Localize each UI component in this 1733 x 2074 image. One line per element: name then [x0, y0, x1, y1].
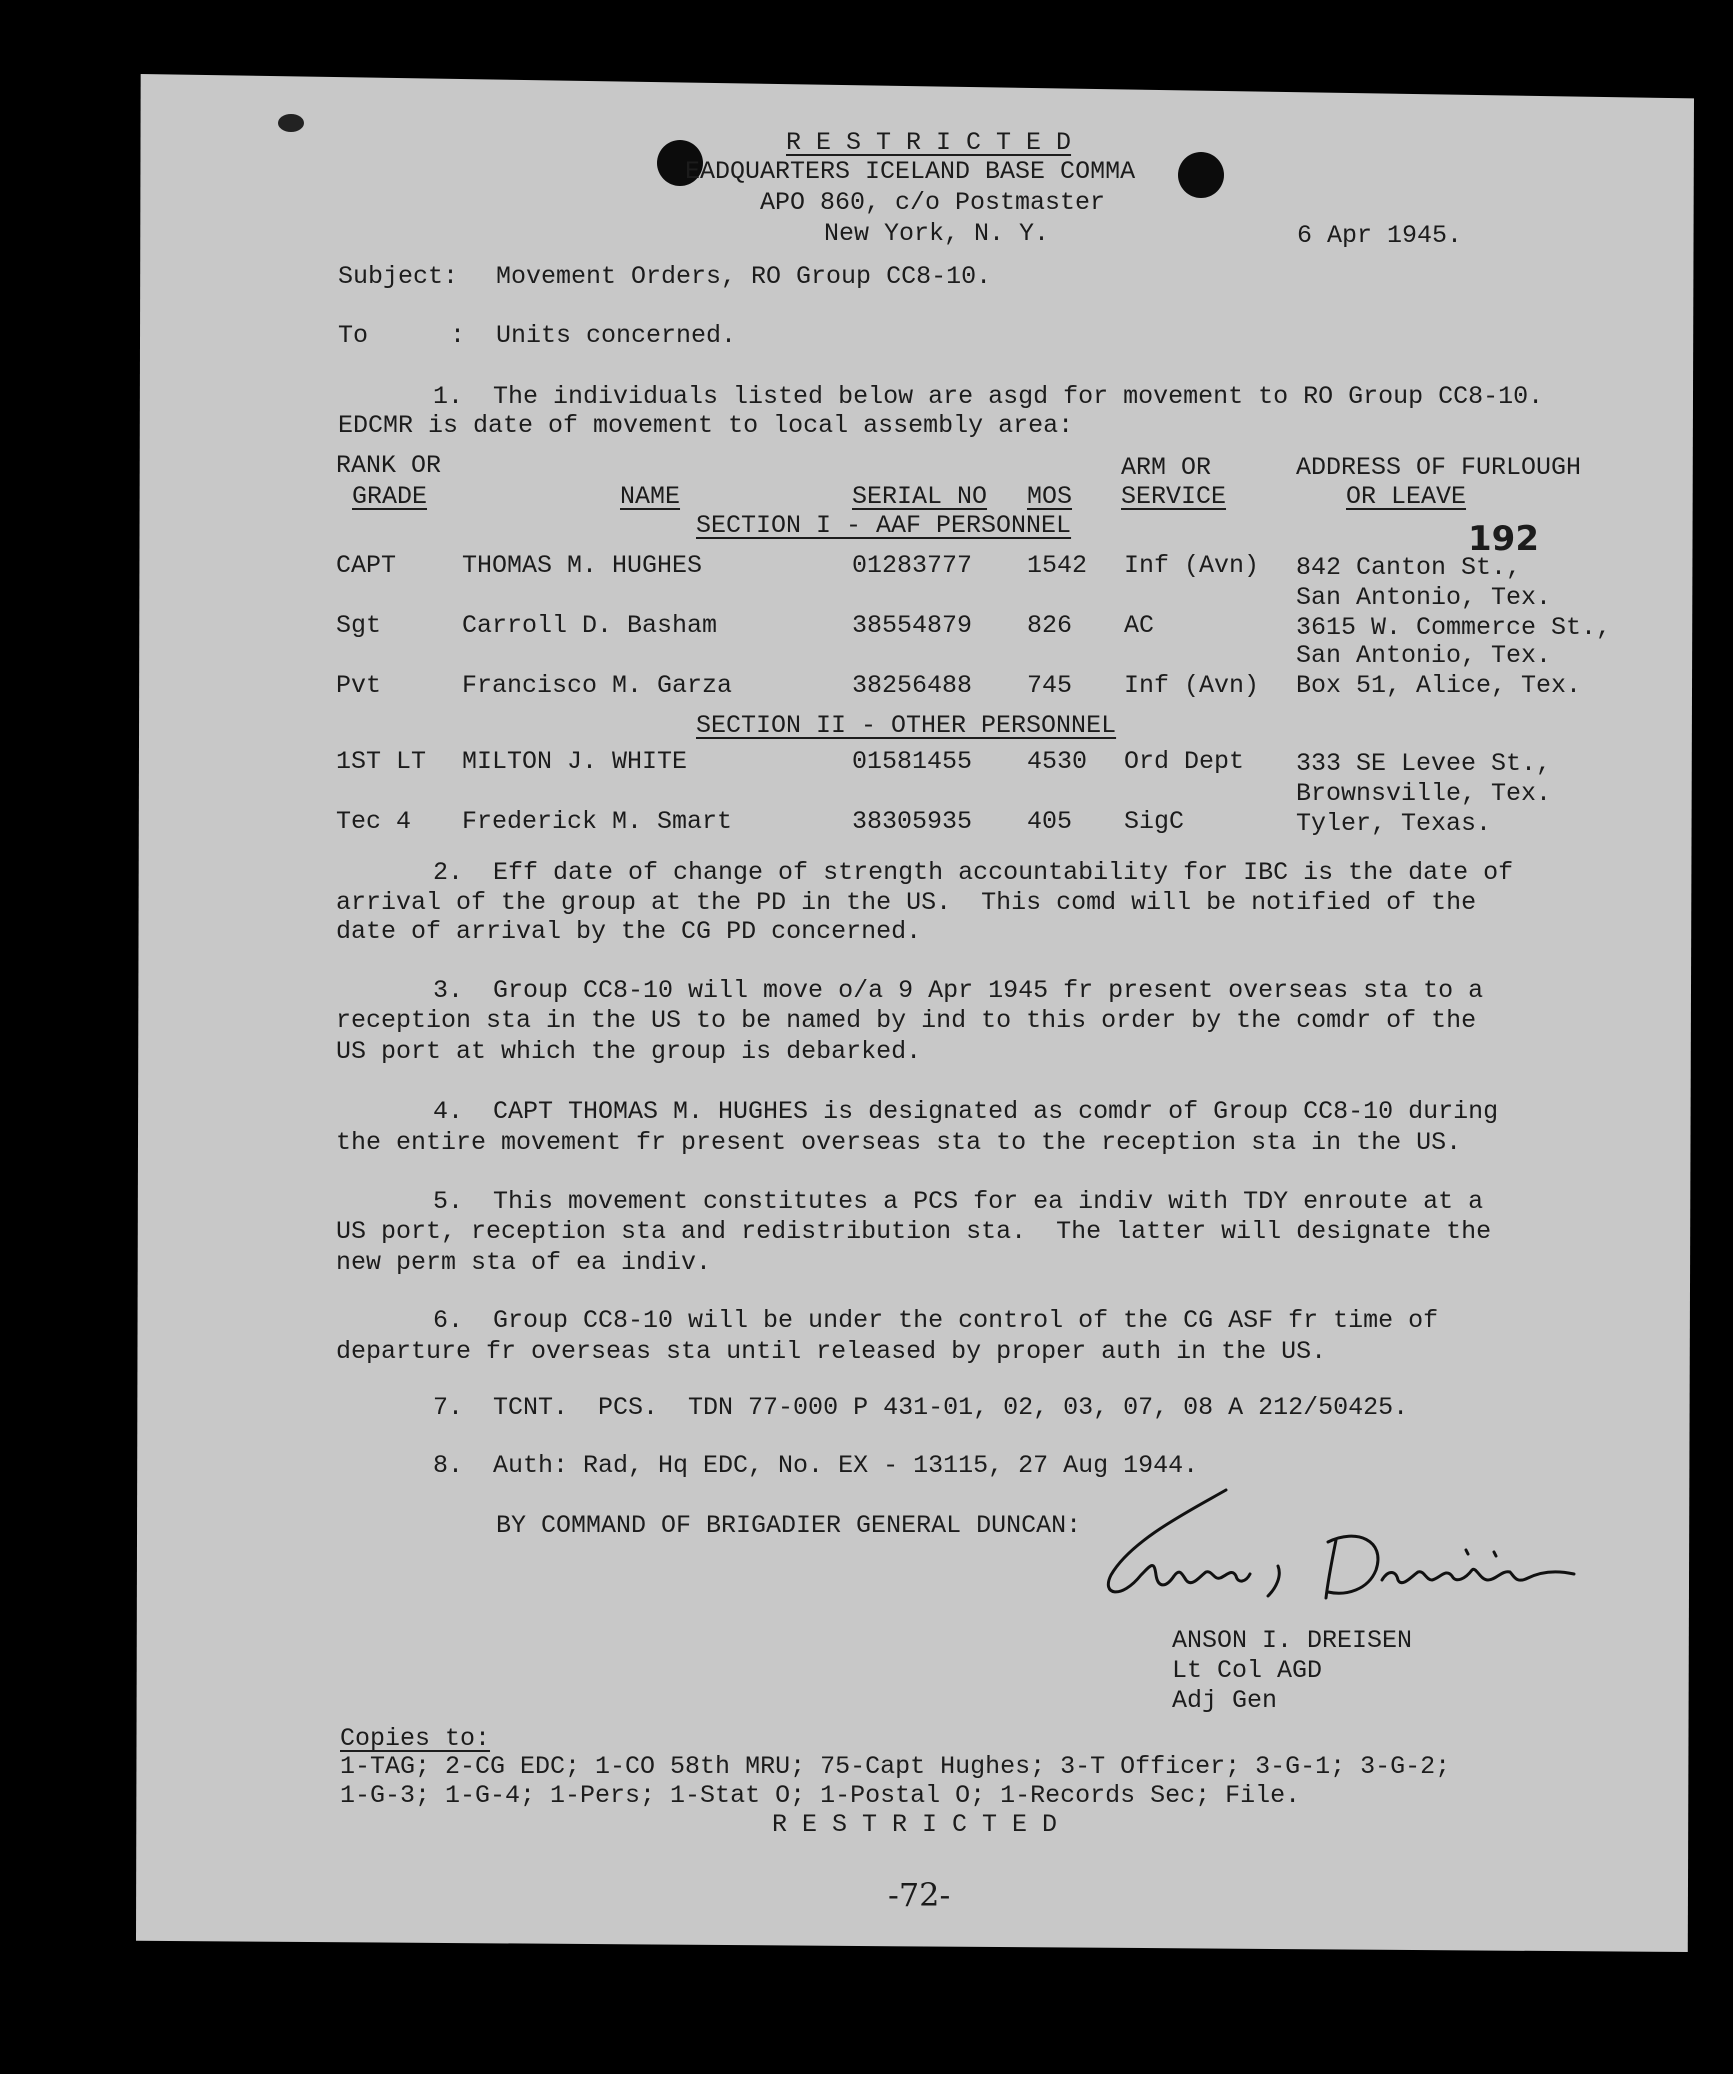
row-2-serial: 38554879: [852, 611, 973, 640]
row-1-rank: CAPT: [336, 551, 397, 580]
row-4-address-2: Brownsville, Tex.: [1296, 779, 1552, 808]
para-6-line-2: departure fr overseas sta until released by proper auth in the US.: [336, 1337, 1327, 1366]
para-2-line-2: arrival of the group at the PD in the US. This comd will be notified of the: [336, 888, 1477, 917]
row-3-serial: 38256488: [852, 671, 973, 700]
city-line: New York, N. Y.: [824, 219, 1050, 248]
para-6-line-1: 6. Group CC8-10 will be under the control of the CG ASF fr time of: [433, 1306, 1439, 1335]
ink-speck: [278, 114, 304, 132]
section-2-title: SECTION II - OTHER PERSONNEL: [696, 711, 1117, 740]
to-label: To: [338, 321, 369, 350]
row-4-rank: 1ST LT: [336, 747, 427, 776]
to-colon: :: [450, 321, 466, 350]
row-4-address: 333 SE Levee St.,: [1296, 749, 1552, 778]
row-1-name: THOMAS M. HUGHES: [462, 551, 703, 580]
header-mos: MOS: [1027, 482, 1073, 511]
row-2-arm: AC: [1124, 611, 1155, 640]
handwritten-signature: [1096, 1480, 1596, 1630]
copies-line-1: 1-TAG; 2-CG EDC; 1-CO 58th MRU; 75-Capt Hughes; 3-T Officer; 3-G-1; 3-G-2;: [340, 1752, 1451, 1781]
row-2-address-2: San Antonio, Tex.: [1296, 641, 1552, 670]
para-2-line-1: 2. Eff date of change of strength accountability for IBC is the date of: [433, 858, 1514, 887]
para-5-line-1: 5. This movement constitutes a PCS for ea indiv with TDY enroute at a: [433, 1187, 1484, 1216]
para-8: 8. Auth: Rad, Hq EDC, No. EX - 13115, 27 Aug 1944.: [433, 1451, 1199, 1480]
para-5-line-3: new perm sta of ea indiv.: [336, 1248, 712, 1277]
row-2-rank: Sgt: [336, 611, 382, 640]
row-5-rank: Tec 4: [336, 807, 412, 836]
row-4-arm: Ord Dept: [1124, 747, 1245, 776]
row-1-address: 842 Canton St.,: [1296, 553, 1522, 582]
row-1-arm: Inf (Avn): [1124, 551, 1260, 580]
row-3-address: Box 51, Alice, Tex.: [1296, 671, 1582, 700]
row-5-name: Frederick M. Smart: [462, 807, 733, 836]
row-4-mos: 4530: [1027, 747, 1088, 776]
row-5-address: Tyler, Texas.: [1296, 809, 1492, 838]
row-1-serial: 01283777: [852, 551, 973, 580]
para-4-line-1: 4. CAPT THOMAS M. HUGHES is designated as comdr of Group CC8-10 during: [433, 1097, 1499, 1126]
apo-line: APO 860, c/o Postmaster: [760, 188, 1106, 217]
para-7: 7. TCNT. PCS. TDN 77-000 P 431-01, 02, 03, 07, 08 A 212/50425.: [433, 1393, 1409, 1422]
by-command-line: BY COMMAND OF BRIGADIER GENERAL DUNCAN:: [496, 1511, 1082, 1540]
to-text: Units concerned.: [496, 321, 737, 350]
header-address-top: ADDRESS OF FURLOUGH: [1296, 453, 1582, 482]
signer-name: ANSON I. DREISEN: [1172, 1626, 1413, 1655]
header-rank-bottom: GRADE: [352, 482, 428, 511]
page-number: -72-: [888, 1876, 951, 1914]
row-1-address-2: San Antonio, Tex.: [1296, 583, 1552, 612]
copies-line-2: 1-G-3; 1-G-4; 1-Pers; 1-Stat O; 1-Postal O; 1-Records Sec; File.: [340, 1781, 1301, 1810]
row-3-arm: Inf (Avn): [1124, 671, 1260, 700]
row-5-mos: 405: [1027, 807, 1073, 836]
subject-text: Movement Orders, RO Group CC8-10.: [496, 262, 992, 291]
header-rank-top: RANK OR: [336, 451, 442, 480]
para-3-line-1: 3. Group CC8-10 will move o/a 9 Apr 1945 fr present overseas sta to a: [433, 976, 1484, 1005]
para-1-line-2: EDCMR is date of movement to local assembly area:: [338, 411, 1074, 440]
punch-hole-right: [1178, 152, 1224, 198]
signer-rank: Lt Col AGD: [1172, 1656, 1323, 1685]
row-4-name: MILTON J. WHITE: [462, 747, 688, 776]
row-4-serial: 01581455: [852, 747, 973, 776]
classification-bottom: R E S T R I C T E D: [772, 1810, 1058, 1839]
row-5-arm: SigC: [1124, 807, 1185, 836]
classification-top: R E S T R I C T E D: [786, 128, 1072, 157]
para-1-line-1: 1. The individuals listed below are asgd for movement to RO Group CC8-10.: [433, 382, 1544, 411]
row-2-address: 3615 W. Commerce St.,: [1296, 613, 1612, 642]
para-3-line-3: US port at which the group is debarked.: [336, 1037, 922, 1066]
signer-title: Adj Gen: [1172, 1686, 1278, 1715]
header-name: NAME: [620, 482, 681, 511]
copies-label: Copies to:: [340, 1724, 491, 1753]
header-arm-top: ARM OR: [1121, 453, 1212, 482]
subject-label: Subject:: [338, 262, 459, 291]
para-2-line-3: date of arrival by the CG PD concerned.: [336, 917, 922, 946]
row-2-mos: 826: [1027, 611, 1073, 640]
section-1-title: SECTION I - AAF PERSONNEL: [696, 511, 1072, 540]
header-serial: SERIAL NO: [852, 482, 988, 511]
row-2-name: Carroll D. Basham: [462, 611, 718, 640]
header-address-bottom: OR LEAVE: [1346, 482, 1467, 511]
para-4-line-2: the entire movement fr present overseas sta to the reception sta in the US.: [336, 1128, 1462, 1157]
para-5-line-2: US port, reception sta and redistribution sta. The latter will designate the: [336, 1217, 1492, 1246]
row-5-serial: 38305935: [852, 807, 973, 836]
row-3-rank: Pvt: [336, 671, 382, 700]
row-3-name: Francisco M. Garza: [462, 671, 733, 700]
row-1-mos: 1542: [1027, 551, 1088, 580]
header-arm-bottom: SERVICE: [1121, 482, 1227, 511]
org-name: EADQUARTERS ICELAND BASE COMMA: [685, 157, 1136, 186]
row-3-mos: 745: [1027, 671, 1073, 700]
document-date: 6 Apr 1945.: [1297, 221, 1463, 250]
para-3-line-2: reception sta in the US to be named by ind to this order by the comdr of the: [336, 1006, 1477, 1035]
page-stamp-number: 192: [1468, 519, 1539, 559]
